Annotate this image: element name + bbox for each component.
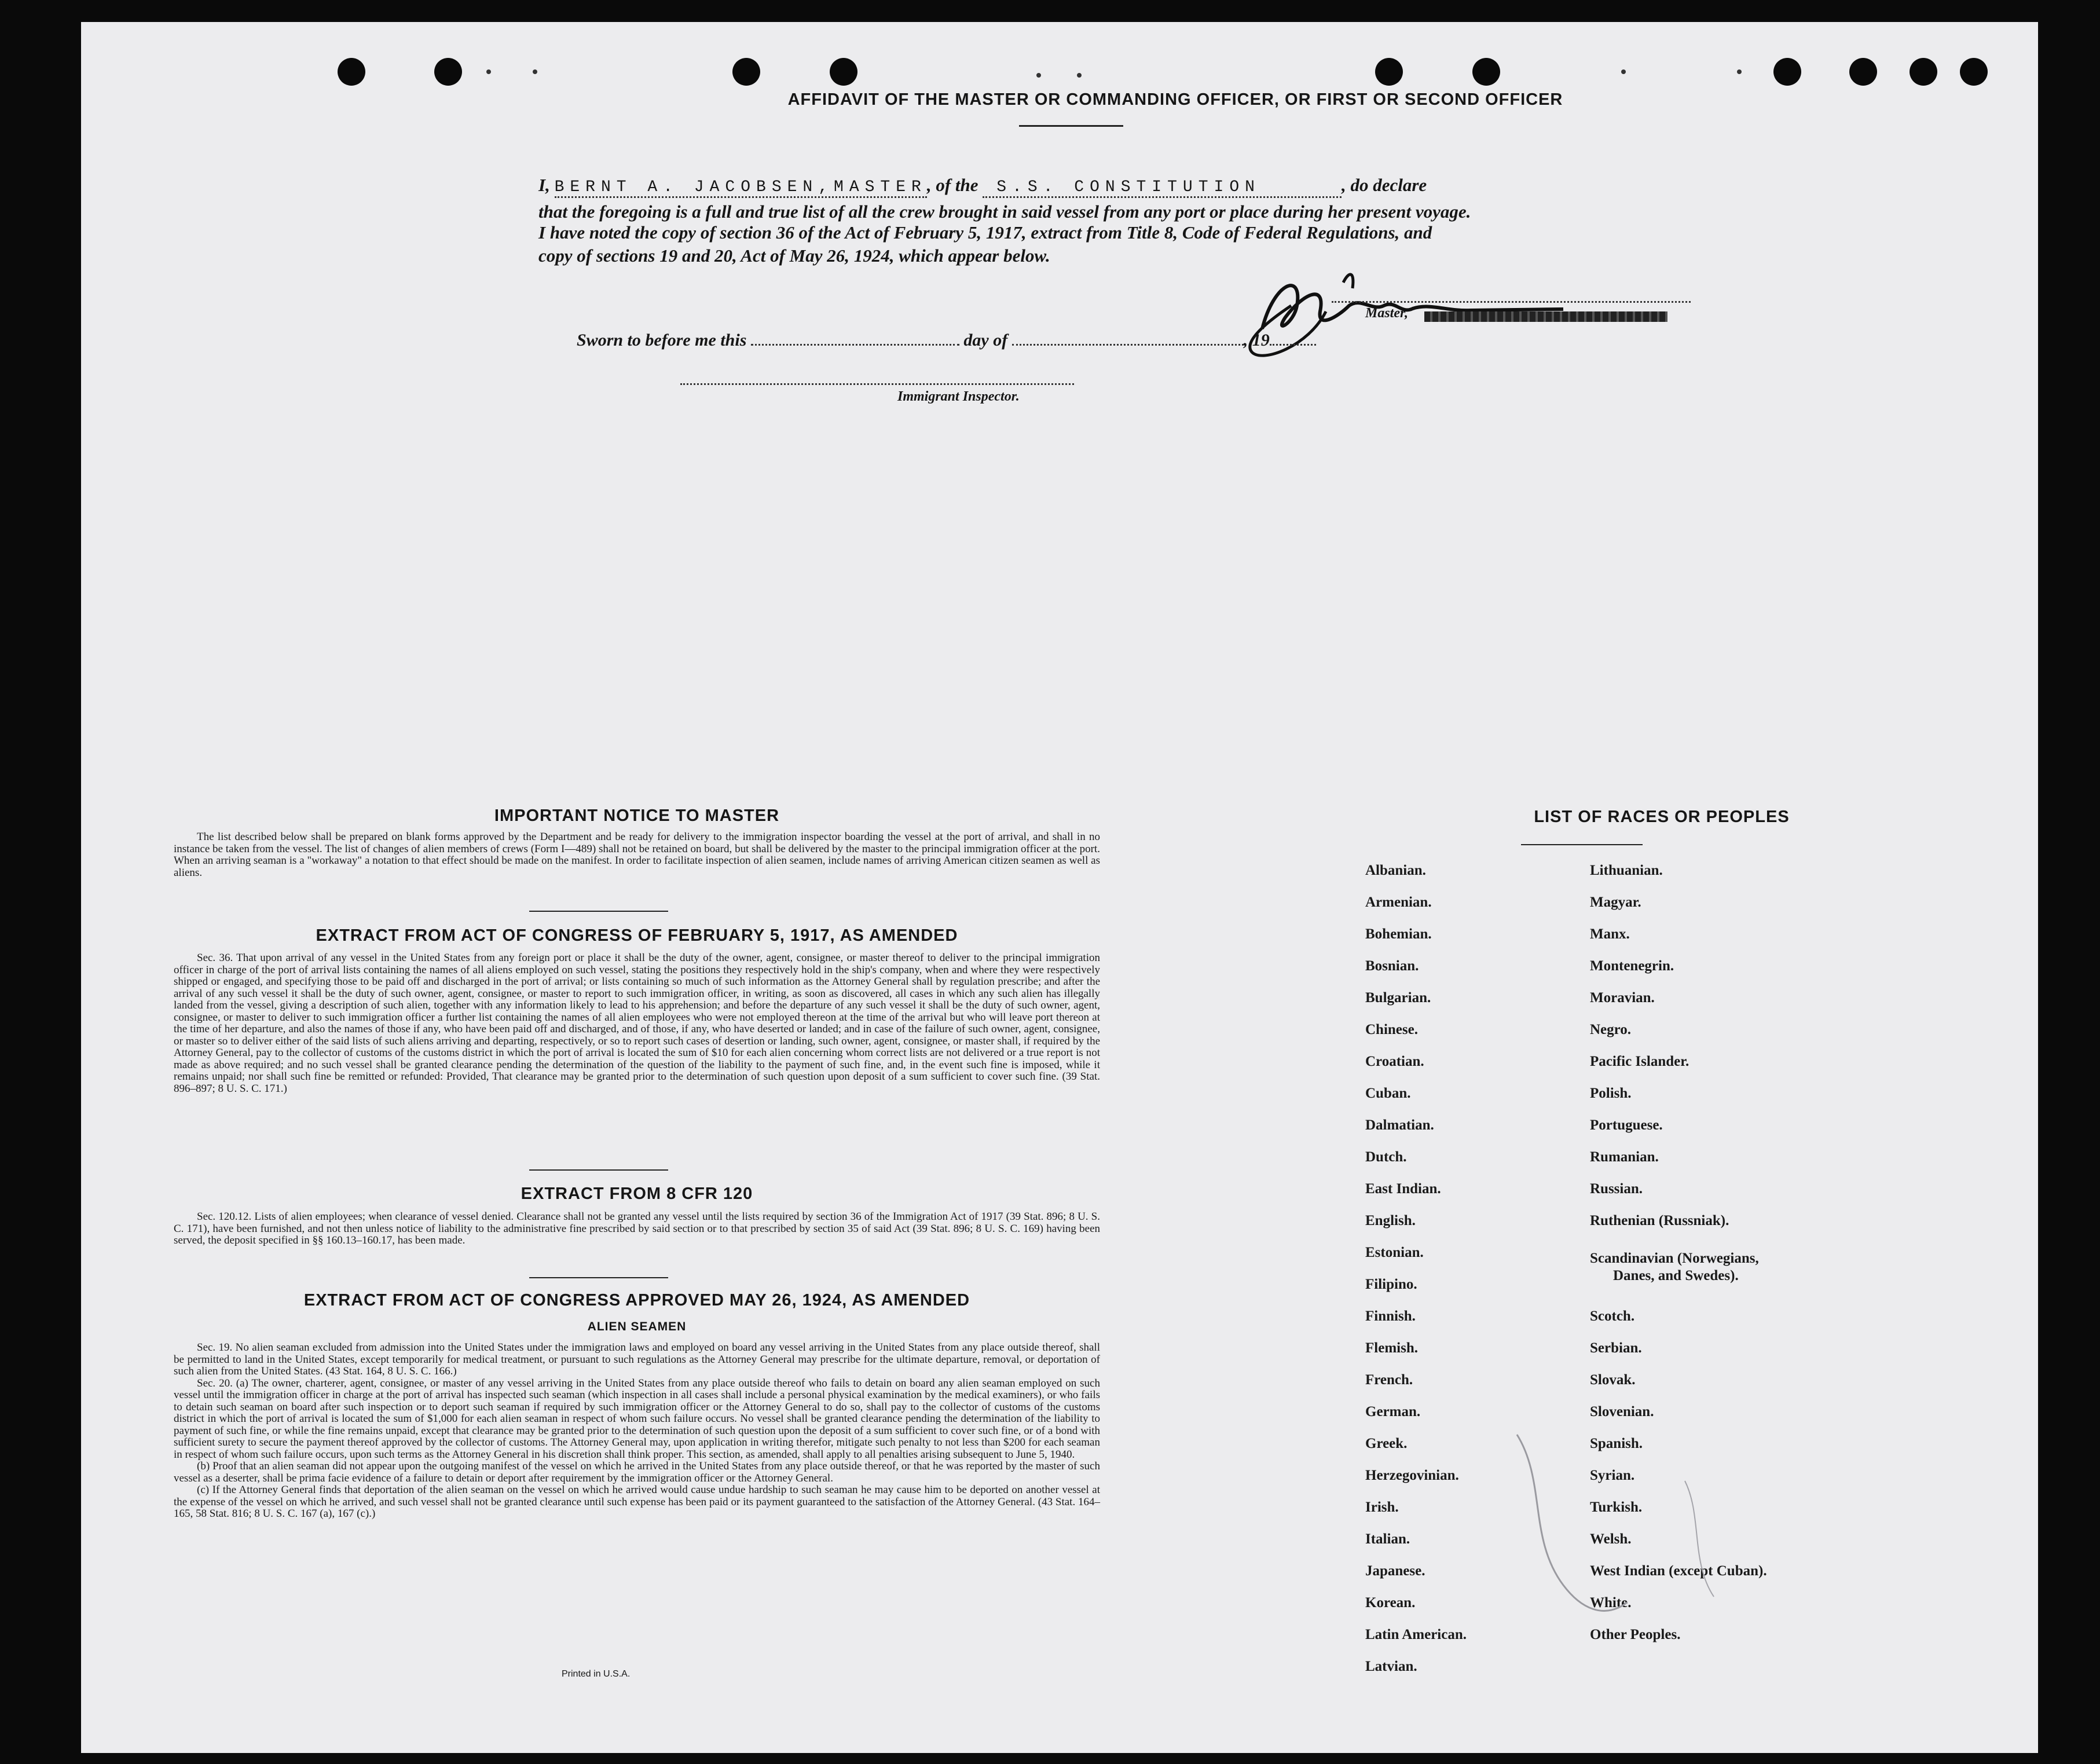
race-item: Greek.: [1365, 1436, 1408, 1451]
race-item: Syrian.: [1590, 1468, 1635, 1483]
race-item: Magyar.: [1590, 894, 1641, 910]
race-item: Scotch.: [1590, 1308, 1635, 1324]
pencil-marks: [1494, 1411, 1795, 1643]
race-item: Bulgarian.: [1365, 990, 1431, 1006]
race-item: West Indian (except Cuban).: [1590, 1563, 1767, 1579]
race-item: Welsh.: [1590, 1531, 1632, 1547]
declaration-line-1: I, BERNT A. JACOBSEN,MASTER, of the S.S. CONSTITUTION , do declare: [538, 174, 1696, 199]
extract-1924-title: EXTRACT FROM ACT OF CONGRESS APPROVED MAY 26, 1924, AS AMENDED: [303, 1291, 970, 1310]
race-item: Montenegrin.: [1590, 958, 1674, 974]
race-item: Croatian.: [1365, 1054, 1424, 1069]
race-item: Italian.: [1365, 1531, 1410, 1547]
race-item: Slovak.: [1590, 1372, 1636, 1388]
race-item: White.: [1590, 1595, 1632, 1611]
race-item: French.: [1365, 1372, 1413, 1388]
extract-cfr-title: EXTRACT FROM 8 CFR 120: [521, 1184, 753, 1203]
race-item: East Indian.: [1365, 1181, 1441, 1197]
race-item: Pacific Islander.: [1590, 1054, 1689, 1069]
race-item: German.: [1365, 1404, 1421, 1420]
race-item: Estonian.: [1365, 1245, 1424, 1260]
document-page: [81, 22, 2038, 1753]
race-item: Armenian.: [1365, 894, 1432, 910]
race-item: Japanese.: [1365, 1563, 1425, 1579]
declaration-line-2: that the foregoing is a full and true list of all the crew brought in said vessel from any port or place during her present voyage.: [538, 201, 1471, 222]
race-item: Finnish.: [1365, 1308, 1416, 1324]
extract-1924-body: Sec. 19. No alien seaman excluded from admission into the United States under the immigration laws and employed on board any vessel arriving in the United States from any place outside thereof, shall be permitted to land in the United States, except temporarily for medical treatment, or pursuant to such regulations as the Attorney General may prescribe for the ultimate departure, removal, or deportation of such alien from the United States. (43 Stat. 164, 8 U. S. C. 166.) Sec. 20. (a) The owner, charterer, agent, consignee, or master of any vessel arriving in the United States from any place outside thereof who fails to detain on board any alien seaman employed on such vessel until the immigration officer in charge at the port of arrival has inspected such seaman (which inspection in all cases shall include a personal physical examination by the medical examiners), or who fails to detain such seaman on board after such inspection or to deport such seaman if required by such immigration officer or the Attorney General to do so, shall pay to the collector of customs of the customs district in which the port of arrival is located the sum of $1,000 for each alien seaman in respect of whom such failure occurs. No vessel shall be granted clearance pending the determination of the liability to payment of such fine, or while the fine remains unpaid, except that clearance may be granted prior to the determination of such question upon the deposit of a sum sufficient to cover such fine, or of a bond with sufficient surety to secure the payment thereof approved by the collector of customs. The Attorney General may, upon application in writing therefor, mitigate such penalty to not less than $200 for each seaman in respect of whom such failure occurs, upon such terms as the Attorney General in his discretion shall think proper. This section, as amended, shall apply to all penalties arising subsequent to June 5, 1940. (b) Proof that an alien seaman did not appear upon the outgoing manifest of the vessel on which he arrived in the United States from any place outside thereof, or that he was reported by the master of such vessel as a deserter, shall be prima facie evidence of a failure to detain or deport after requirement by the immigration officer or the Attorney General. (c) If the Attorney General finds that deportation of the alien seaman on the vessel on which he arrived would cause undue hardship to such seaman he may cause him to be deported on another vessel at the expense of the vessel on which he arrived, and such vessel shall not be granted clearance until such expense has been paid or its payment guaranteed to the satisfaction of the Attorney General. (43 Stat. 164–165, 58 Stat. 816; 8 U. S. C. 167 (a), 167 (c).): [174, 1341, 1100, 1520]
race-item: Manx.: [1590, 926, 1630, 942]
race-item: Scandinavian (Norwegians,: [1590, 1250, 1759, 1266]
notice-title: IMPORTANT NOTICE TO MASTER: [494, 806, 780, 825]
race-item: Cuban.: [1365, 1085, 1411, 1101]
race-item: Other Peoples.: [1590, 1627, 1681, 1642]
race-item: Danes, and Swedes).: [1613, 1268, 1739, 1283]
race-item: Irish.: [1365, 1499, 1399, 1515]
race-item: Dalmatian.: [1365, 1117, 1434, 1133]
race-item: Latin American.: [1365, 1627, 1467, 1642]
extract-1917-title: EXTRACT FROM ACT OF CONGRESS OF FEBRUARY 5, 1917, AS AMENDED: [316, 926, 958, 945]
master-name-field: BERNT A. JACOBSEN,MASTER: [555, 178, 927, 198]
race-item: English.: [1365, 1213, 1416, 1228]
affidavit-title: AFFIDAVIT OF THE MASTER OR COMMANDING OFFICER, OR FIRST OR SECOND OFFICER: [787, 90, 1563, 109]
race-item: Dutch.: [1365, 1149, 1407, 1165]
race-item: Russian.: [1590, 1181, 1643, 1197]
extract-cfr-body: Sec. 120.12. Lists of alien employees; when clearance of vessel denied. Clearance shall not be granted any vessel until the lists required by section 36 of the Immigration Act of 1917 (39 Stat. 896; 8 U. S. C. 171), have been furnished, and not then unless notice of liability to the administrative fine prescribed by said section or to that prescribed by section 35 of said Act (39 Stat. 896; 8 U. S. C. 169) having been served, the deposit specified in §§ 160.13–160.17, has been made.: [174, 1211, 1100, 1246]
race-item: Polish.: [1590, 1085, 1632, 1101]
race-item: Herzegovinian.: [1365, 1468, 1459, 1483]
sworn-line: Sworn to before me this day of , 19: [577, 329, 1735, 352]
race-item: Korean.: [1365, 1595, 1416, 1611]
race-item: Spanish.: [1590, 1436, 1643, 1451]
race-item: Turkish.: [1590, 1499, 1643, 1515]
race-item: Portuguese.: [1590, 1117, 1663, 1133]
extract-1917-body: Sec. 36. That upon arrival of any vessel in the United States from any foreign port or place it shall be the duty of the owner, agent, consignee, or master thereof to deliver to the principal immigration officer in charge of the port of arrival lists containing the names of all aliens employed on such vessel, stating the positions they respectively hold in the ship's company, when and where they were respectively shipped or engaged, and specifying those to be paid off and discharged in the port of arrival; or lists containing so much of such information as the Attorney General shall by regulation prescribe; and after the arrival of any such vessel it shall be the duty of such owner, agent, consignee, or master to report to such immigration officer, in writing, as soon as discovered, all cases in which any such alien has illegally landed from the vessel, giving a description of such alien, together with any information likely to lead to his apprehension; and before the departure of any such vessel it shall be the duty of such owner, agent, consignee, or master to deliver to such immigration officer a further list containing the names of all alien employees who were not employed thereon at the time of the arrival but who will leave port thereon at the time of her departure, and also the names of those if any, who have been paid off and discharged, and of those, if any, who have deserted or landed; and in case of the failure of such owner, agent, consignee, or master so to deliver either of the said lists of such aliens arriving and departing, respectively, or so to report such cases of desertion or landing, such owner, agent, consignee, or master shall, if required by the Attorney General, pay to the collector of customs of the customs district in which the port of arrival is located the sum of $10 for each alien concerning whom correct lists are not delivered or a true report is not made as above required; and no such vessel shall be granted clearance pending the determination of the question of the liability to the payment of such fine, and, in the event such fine is imposed, while it remains unpaid; nor shall such fine be remitted or refunded: Provided, That clearance may be granted prior to the determination of such question upon deposit of a sum sufficient to cover such fine. (39 Stat. 896–897; 8 U. S. C. 171.): [174, 952, 1100, 1095]
race-item: Negro.: [1590, 1022, 1632, 1037]
alien-seamen-subtitle: ALIEN SEAMEN: [587, 1320, 687, 1333]
race-item: Slovenian.: [1590, 1404, 1654, 1420]
race-item: Latvian.: [1365, 1659, 1417, 1674]
printed-in-usa: Printed in U.S.A.: [562, 1669, 631, 1679]
declaration-line-4: copy of sections 19 and 20, Act of May 26, 1924, which appear below.: [538, 245, 1050, 266]
race-item: Rumanian.: [1590, 1149, 1659, 1165]
declaration-line-3: I have noted the copy of section 36 of the Act of February 5, 1917, extract from Title 8, Code of Federal Regulations, and: [538, 222, 1432, 243]
inspector-label: Immigrant Inspector.: [897, 389, 1020, 404]
race-item: Moravian.: [1590, 990, 1655, 1006]
signature-label: Master,: [1365, 306, 1409, 321]
race-item: Chinese.: [1365, 1022, 1418, 1037]
vessel-name-field: S.S. CONSTITUTION: [983, 178, 1342, 198]
race-item: Ruthenian (Russniak).: [1590, 1213, 1729, 1228]
notice-body: The list described below shall be prepared on blank forms approved by the Department and be ready for delivery to the immigration inspector boarding the vessel at the port of arrival, and shall in no instance be taken from the vessel. The list of changes of alien members of crews (Form I—489) shall not be retained on board, but shall be delivered by the master to the principal immigration officer at the port. When an arriving seaman is a "workaway" a notation to that effect should be made on the manifest. In order to facilitate inspection of alien seamen, include names of arriving American citizen seamen as well as aliens.: [174, 831, 1100, 879]
race-item: Lithuanian.: [1590, 863, 1663, 878]
race-item: Bosnian.: [1365, 958, 1419, 974]
race-item: Serbian.: [1590, 1340, 1642, 1356]
race-item: Albanian.: [1365, 863, 1426, 878]
race-item: Flemish.: [1365, 1340, 1418, 1356]
race-item: Filipino.: [1365, 1277, 1417, 1292]
race-item: Bohemian.: [1365, 926, 1432, 942]
races-title: LIST OF RACES OR PEOPLES: [1534, 808, 1790, 826]
